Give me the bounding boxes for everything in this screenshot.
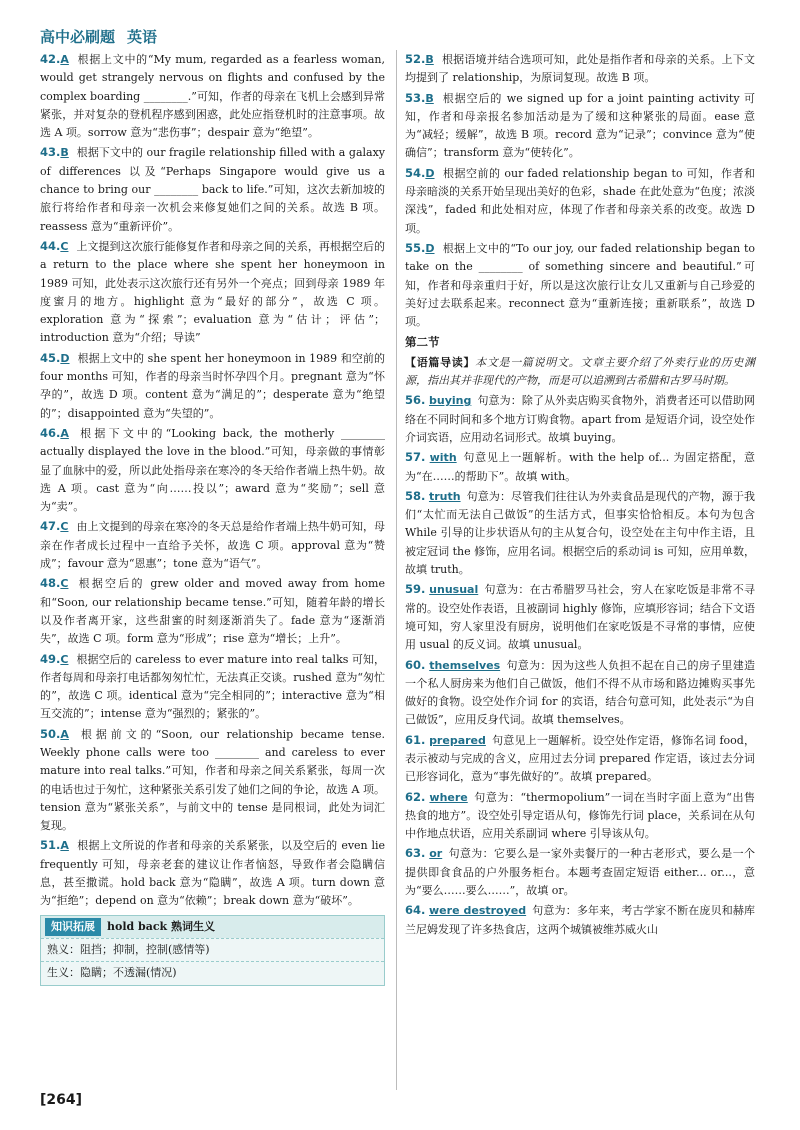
answer-letter: B xyxy=(425,53,434,66)
question-number: 58. xyxy=(405,488,426,503)
explanation-text: 句意为：尽管我们往往认为外卖食品是现代的产物，源于我们“太忙而无法自己做饭”的生活方式，但事实恰恰相反。本句为包含 While 引导的让步状语从句的主从复合句，设空处在主句中作主语，且被定冠词 the 修饰，应用名词。根据空后的系动词 is 可知，应用单数，故填 truth。 xyxy=(405,489,755,577)
page-number: [264] xyxy=(40,1092,83,1108)
explanation-text: 句意为：“thermopolium”一词在当时字面上意为“出售热食的地方”。设空处引导定语从句，修饰先行词 place，关系词在从句中作地点状语，应用关系副词 where 引导该从句。 xyxy=(405,790,755,841)
question-number: 55. xyxy=(405,240,426,255)
explanation-text: 根据下文中的 our fragile relationship filled with a galaxy of differences 以及“Perhaps Singapore would give us a chance to bring our ________ back to life.”可知，这次去新加坡的旅行将给作者和母亲一次机会来修复她们之间的关系。故选 B 项。reassess 意为“重新评价”。 xyxy=(40,146,385,233)
explanation-text: 句意见上一题解析。设空处作定语，修饰名词 food，表示被动与完成的含义，应用过去分词 prepared 作定语，该过去分词已形容词化，意为“事先做好的”。故填 prepared。 xyxy=(405,733,755,784)
knowledge-box xyxy=(40,915,385,986)
answer-item xyxy=(405,788,755,844)
answer-item xyxy=(40,650,385,724)
question-number: 63. xyxy=(405,846,426,861)
question-number: 57. xyxy=(405,450,426,465)
subject-label: 英语 xyxy=(127,28,158,46)
answer-item xyxy=(40,574,385,648)
passage-guide xyxy=(405,354,755,391)
guide-label: 【语篇导读】 xyxy=(405,355,476,369)
answer-letter: A xyxy=(60,727,69,741)
explanation-text: 句意为：多年来，考古学家不断在庞贝和赫库兰尼姆发现了许多热食店，这两个城镇被维苏威火山 xyxy=(405,904,755,936)
answer-item xyxy=(405,50,755,88)
explanation-text: 根据空后的 we signed up for a joint painting activity 可知，作者和母亲报名参加活动是为了缓和这种紧张的局面。ease 意为“减轻；缓解”，故选 B 项。record 意为“记录”；convince 意为“使确信”；transform 意为“使转化”。 xyxy=(405,91,755,160)
question-number: 62. xyxy=(405,789,426,804)
answer-letter: D xyxy=(425,166,435,180)
answer-item xyxy=(405,89,755,163)
question-number: 43. xyxy=(40,145,61,160)
answer-letter: B xyxy=(60,146,69,160)
question-number: 49. xyxy=(40,651,61,666)
question-number: 59. xyxy=(405,582,426,597)
answer-word: themselves xyxy=(429,658,501,672)
question-number: 56. xyxy=(405,393,426,408)
answer-letter: D xyxy=(60,351,70,365)
book-title: 高中必刷题 xyxy=(40,28,116,46)
knowledge-box-row: 熟义：阻挡；抑制，控制(感情等) xyxy=(41,938,384,961)
question-number: 60. xyxy=(405,657,426,672)
answer-letter: D xyxy=(425,241,435,255)
answer-letter: A xyxy=(60,53,69,66)
explanation-text: 句意为：因为这些人负担不起在自己的房子里建造一个私人厨房来为他们自己做饭，他们不得不从市场和路边摊购买事先做好的食物。设空处作介词 for 的宾语，结合句意可知，此处表示“为自己做饭”，应用反身代词。故填 themselves。 xyxy=(405,658,755,727)
answer-word: unusual xyxy=(429,583,479,597)
answer-letter: A xyxy=(60,426,69,440)
explanation-text: 根据上文中的 she spent her honeymoon in 1989 和空前的 four months 可知，作者的母亲当时怀孕四个月。pregnant 意为“怀孕的”，故选 D 项。content 意为“满足的”；desperate 意为“绝望的”；disappointed 意为“失望的”。 xyxy=(40,351,385,420)
answer-word: where xyxy=(429,790,468,804)
question-number: 64. xyxy=(405,903,426,918)
question-number: 42. xyxy=(40,52,61,66)
answer-word: truth xyxy=(428,489,461,503)
question-number: 61. xyxy=(405,732,426,747)
answer-item xyxy=(40,517,385,573)
answer-letter: C xyxy=(60,239,69,253)
answer-item xyxy=(40,725,385,836)
answer-item xyxy=(405,164,755,238)
question-number: 54. xyxy=(405,165,426,180)
explanation-text: 句意为：它要么是一家外卖餐厅的一种古老形式，要么是一个提供即食食品的户外服务柜台。本题考查固定短语 either... or...，意为“要么……要么……”，故填 or。 xyxy=(405,847,755,898)
answer-item xyxy=(40,143,385,235)
question-number: 51. xyxy=(40,838,61,853)
explanation-text: 根据空前的 our faded relationship began to 可知，作者和母亲暗淡的关系开始呈现出美好的色彩，shade 在此处意为“色度；浓淡深浅”，faded 和此处相对应，体现了作者和母亲关系的改变。故选 D 项。 xyxy=(405,166,755,235)
answer-item xyxy=(40,50,385,142)
answer-item xyxy=(405,391,755,447)
question-number: 45. xyxy=(40,350,61,365)
answer-word: buying xyxy=(428,394,472,408)
answer-item xyxy=(405,580,755,654)
answer-word: or xyxy=(429,847,443,861)
question-number: 52. xyxy=(405,52,426,66)
explanation-text: 根据上文中的“To our joy, our faded relationship began to take on the ________ of something sincere and beautiful.”可知，作者和母亲重归于好，所以是这次旅行让女儿又重新与自己珍爱的美好过去联系起来。reconnect 意为“重新连接；重新联系”，故选 D 项。 xyxy=(405,241,755,329)
question-number: 46. xyxy=(40,425,61,440)
answer-item xyxy=(405,901,755,939)
explanation-text: 根据上文中的“My mum, regarded as a fearless woman, would get strangely nervous on flights and confused by the complex boarding ________.”可知，作者的母亲在飞机上会感到异常紧张，并对复杂的登机程序感到困惑，此处应指登机时的注意事项。故选 A 项。sorrow 意为“悲伤事”；despair 意为“绝望”。 xyxy=(40,53,385,140)
knowledge-box-title: hold back 熟词生义 xyxy=(107,919,216,933)
explanation-text: 根据上文所说的作者和母亲的关系紧张，以及空后的 even lie frequently 可知，母亲老套的建议让作者恼怒，导致作者会隐瞒信息，甚至撒谎。hold back 意为“隐瞒”，故选 A 项。turn down 意为“拒绝”；depend on 意为“依赖”；break down 意为“破坏”。 xyxy=(40,839,385,908)
answer-word: were destroyed xyxy=(429,904,527,918)
explanation-text: 根据空后的 careless to ever mature into real talks 可知，作者每周和母亲打电话都匆匆忙忙，无法真正交谈。rushed 意为“匆忙的”，故选 C 项。identical 意为“完全相同的”；interactive 意为“相互交流的”；intense 意为“强烈的；紧张的”。 xyxy=(40,652,385,721)
right-column xyxy=(405,50,755,940)
answer-item xyxy=(405,731,755,787)
column-divider xyxy=(396,50,397,1090)
explanation-text: 根据下文中的“Looking back, the motherly ________ actually displayed the love in the blood.”可知，母亲做的事情彰显了血脉中的爱，所以此处指母亲在寒冷的冬天给作者端上热牛奶。故选 A 项。cast 意为“向……投以”；award 意为“奖励”；sell 意为“卖”。 xyxy=(40,426,385,514)
question-number: 48. xyxy=(40,576,61,591)
left-column xyxy=(40,50,385,986)
answer-item xyxy=(40,836,385,910)
answer-item xyxy=(405,656,755,730)
question-number: 47. xyxy=(40,519,61,534)
answer-word: with xyxy=(429,451,457,465)
answer-item xyxy=(405,448,755,486)
section-title: 第二节 xyxy=(405,335,440,350)
explanation-text: 句意见上一题解析。with the help of... 为固定搭配，意为“在……的帮助下”。故填 with。 xyxy=(405,451,755,483)
answer-item xyxy=(405,487,755,579)
explanation-text: 句意为：在古希腊罗马社会，穷人在家吃饭是非常不寻常的。设空处作表语，且被副词 highly 修饰，应填形容词；结合下文语境可知，穷人家里没有厨房，说明他们在家吃饭是不寻常的事情，应使用 usual 的反义词。故填 unusual。 xyxy=(405,583,755,652)
answer-letter: C xyxy=(60,577,69,591)
page-header xyxy=(40,26,157,47)
answer-item xyxy=(405,239,755,331)
answer-letter: B xyxy=(425,91,434,105)
knowledge-box-label: 知识拓展 xyxy=(45,918,101,936)
explanation-text: 根据前文的“Soon, our relationship became tense. Weekly phone calls were too ________ and careless to ever mature into real talks.”可知，作者和母亲之间关系紧张，每周一次的电话也过于匆忙，这种紧张关系引发了她们之间的争论，故选 A 项。tension 意为“紧张关系”，与前文中的 tense 是同根词，此处为词汇复现。 xyxy=(40,727,385,833)
explanation-text: 由上文提到的母亲在寒冷的冬天总是给作者端上热牛奶可知，母亲在作者成长过程中一直给予关怀，故选 C 项。approval 意为“赞成”；favour 意为“恩惠”；tone 意为“语气”。 xyxy=(40,520,385,571)
answer-item xyxy=(40,424,385,516)
answer-letter: C xyxy=(60,520,69,534)
answer-item xyxy=(405,844,755,900)
explanation-text: 根据空后的 grew older and moved away from home 和“Soon, our relationship became tense.”可知，随着年龄的增长以及作者离开家，这些甜蜜的时刻逐渐消失了。fade 意为“逐渐消失”，故选 C 项。form 意为“形成”；rise 意为“增长；上升”。 xyxy=(40,577,385,646)
knowledge-box-header xyxy=(41,916,384,938)
guide-text: 本文是一篇说明文。文章主要介绍了外卖行业的历史渊源，指出其并非现代的产物，而是可以追溯到古希腊和古罗马时期。 xyxy=(405,355,756,388)
answer-word: prepared xyxy=(429,733,486,747)
answer-item xyxy=(40,349,385,423)
answer-letter: A xyxy=(60,839,69,853)
answer-letter: C xyxy=(60,652,69,666)
explanation-text: 上文提到这次旅行能修复作者和母亲之间的关系，再根据空后的 a return to the place where she spent her honeymoon in 1989 可知，此处表示这次旅行还有另外一个亮点；回到母亲 1989 年度蜜月的地方。highlight 意为“最好的部分”，故选 C 项。exploration 意为“探索”；evaluation 意为“估计；评估”；introduction 意为“介绍；导读” xyxy=(40,239,385,345)
explanation-text: 根据语境并结合选项可知，此处是指作者和母亲的关系。上下文均提到了 relationship，为原词复现。故选 B 项。 xyxy=(405,53,755,85)
question-number: 44. xyxy=(40,238,61,253)
question-number: 50. xyxy=(40,726,61,741)
explanation-text: 句意为：除了从外卖店购买食物外，消费者还可以借助网络在不同时间和多个地方订购食物。apart from 是短语介词，设空处作介词宾语，应用动名词形式。故填 buying。 xyxy=(405,394,756,444)
answer-item xyxy=(40,237,385,348)
question-number: 53. xyxy=(405,90,426,105)
knowledge-box-row: 生义：隐瞒；不透漏(情况) xyxy=(41,961,384,984)
